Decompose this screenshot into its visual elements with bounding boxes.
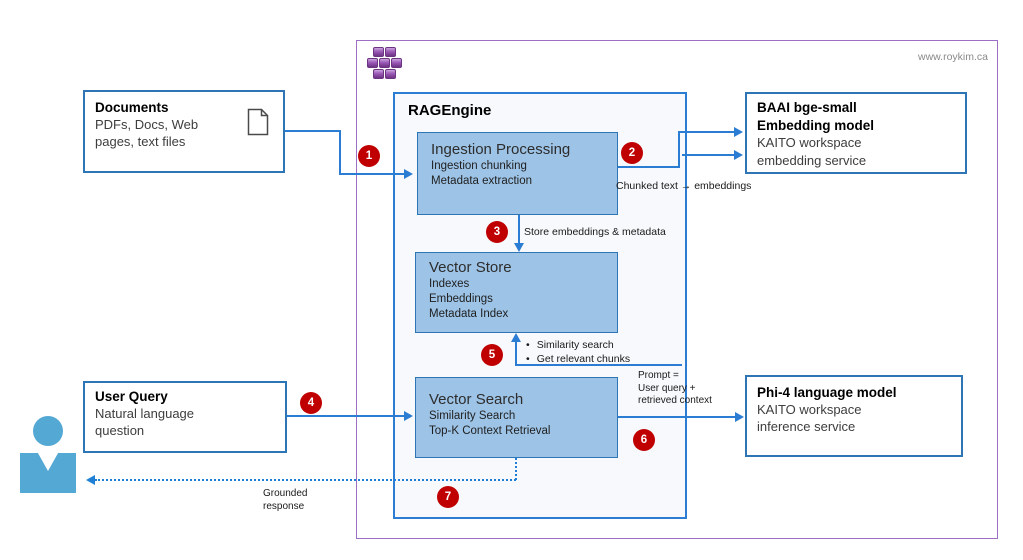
step-badge-1: 1 — [358, 145, 380, 167]
logo-hex — [373, 47, 384, 57]
step-badge-6: 6 — [633, 429, 655, 451]
ingestion-item: Ingestion chunking — [431, 160, 527, 172]
label-chunked-text: Chunked text → embeddings — [616, 180, 752, 192]
logo-row — [373, 69, 396, 79]
embedding-model-title-line: Embedding model — [757, 117, 875, 133]
connector-ingestion-embedding — [618, 166, 680, 168]
bullet-line — [526, 353, 630, 367]
label-prompt — [638, 370, 712, 408]
logo-hex — [367, 58, 378, 68]
user-query-line: Natural language — [95, 406, 195, 421]
step-badge-5: 5 — [481, 344, 503, 366]
documents-title: Documents — [95, 100, 169, 115]
label-similarity-bullets — [526, 339, 630, 366]
prompt-line: retrieved context — [638, 395, 712, 406]
arrowhead-into-vectorstore-bottom — [511, 333, 521, 342]
step-badge-2: 2 — [621, 142, 643, 164]
connector-vectorsearch-llm — [618, 416, 737, 418]
bullet-line — [526, 339, 630, 353]
prompt-line: Prompt = — [638, 370, 679, 381]
logo-hex — [385, 47, 396, 57]
label-grounded-response — [263, 488, 307, 513]
bullet-glyph: • — [526, 352, 530, 365]
watermark-url: www.roykim.ca — [917, 51, 988, 63]
node-language-model — [745, 375, 963, 457]
logo-hex — [379, 58, 390, 68]
logo-hex — [373, 69, 384, 79]
node-documents — [83, 90, 285, 173]
vector-store-item: Indexes — [429, 278, 470, 290]
embedding-model-subtitle-line: KAITO workspace — [757, 135, 862, 150]
connector-ingestion-vectorstore — [518, 215, 520, 245]
language-model-subtitle-line: inference service — [757, 419, 856, 434]
arrowhead-into-vectorstore — [514, 243, 524, 252]
node-embedding-model — [745, 92, 967, 174]
arrowhead-into-embedding-bottom — [734, 150, 743, 160]
arrowhead-into-vectorsearch — [404, 411, 413, 421]
logo-hex — [385, 69, 396, 79]
hex-cluster-logo-icon — [367, 47, 402, 79]
connector-similarity-search — [515, 341, 517, 366]
language-model-subtitle-line: KAITO workspace — [757, 402, 862, 417]
node-vector-search — [415, 377, 618, 458]
connector-ingestion-embedding — [678, 131, 736, 133]
connector-grounded-response — [515, 458, 517, 480]
vector-store-item: Embeddings — [429, 293, 493, 305]
ragengine-title: RAGEngine — [408, 102, 492, 119]
grounded-line: Grounded — [263, 488, 308, 499]
language-model-title-line: Phi-4 language model — [757, 385, 897, 400]
bullet-glyph: • — [526, 339, 530, 351]
label-store-embeddings: Store embeddings & metadata — [524, 226, 666, 238]
connector-ingestion-embedding — [678, 131, 680, 168]
connector-grounded-response — [95, 479, 516, 481]
grounded-line: response — [263, 500, 305, 512]
embedding-model-subtitle-line: embedding service — [757, 152, 867, 168]
bullet-text: Similarity search — [536, 339, 614, 351]
connector-documents-ingestion — [339, 173, 406, 175]
node-vector-store — [415, 252, 618, 333]
ingestion-item: Metadata extraction — [431, 175, 533, 187]
vector-store-title: Vector Store — [429, 259, 512, 276]
logo-row — [367, 58, 402, 68]
connector-documents-ingestion — [339, 130, 341, 175]
user-query-title: User Query — [95, 389, 168, 404]
arrowhead-into-ingestion — [404, 169, 413, 179]
node-user-query — [83, 381, 287, 453]
step-badge-3: 3 — [486, 221, 508, 243]
user-query-line: question — [95, 423, 145, 438]
node-ingestion-processing — [417, 132, 618, 215]
vector-search-item: Top-K Context Retrieval — [429, 425, 551, 437]
logo-hex — [391, 58, 402, 68]
connector-engine-embedding — [682, 154, 736, 156]
arrowhead-into-llm — [735, 412, 744, 422]
connector-documents-ingestion — [285, 130, 341, 132]
documents-line: PDFs, Docs, Web — [95, 117, 199, 132]
arrowhead-into-user — [86, 475, 95, 485]
document-icon — [247, 108, 269, 141]
step-badge-7: 7 — [437, 486, 459, 508]
documents-line: pages, text files — [95, 134, 186, 149]
prompt-line: User query + — [638, 382, 696, 394]
arrowhead-into-embedding-top — [734, 127, 743, 137]
ingestion-title: Ingestion Processing — [431, 141, 571, 158]
user-icon — [20, 453, 76, 493]
bullet-text: Get relevant chunks — [536, 352, 631, 365]
step-badge-4: 4 — [300, 392, 322, 414]
logo-row — [373, 47, 396, 57]
vector-search-item: Similarity Search — [429, 410, 516, 422]
embedding-model-title-line: BAAI bge-small — [757, 100, 857, 115]
user-icon — [33, 416, 63, 446]
vector-search-title: Vector Search — [429, 391, 524, 408]
connector-query-vectorsearch — [287, 415, 406, 417]
vector-store-item: Metadata Index — [429, 308, 509, 320]
